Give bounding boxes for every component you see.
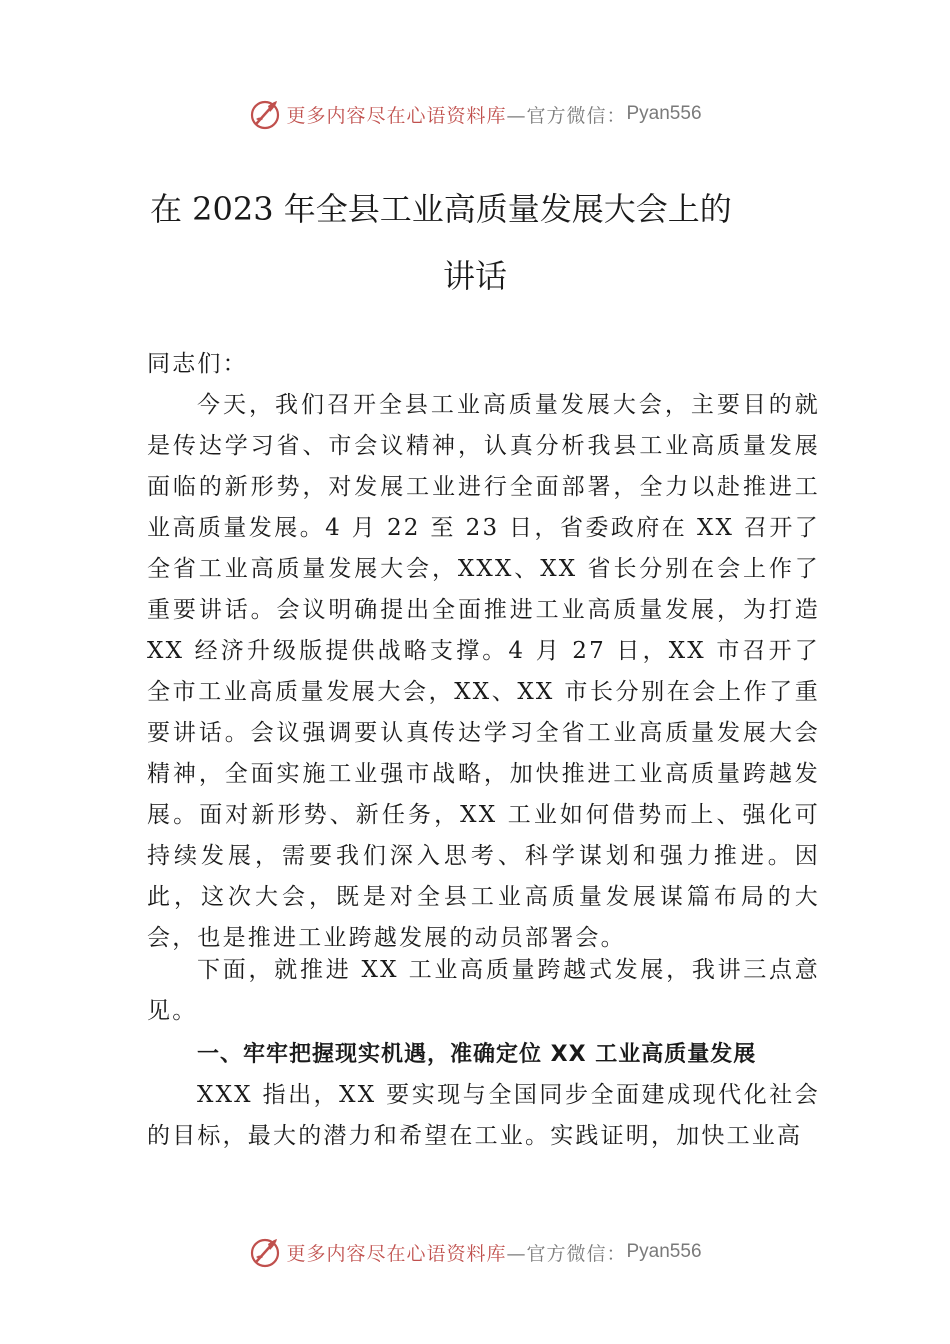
quill-seal-logo-icon xyxy=(248,97,282,131)
watermark-banner-bottom xyxy=(0,1232,950,1272)
paragraph-3: XXX 指出，XX 要实现与全国同步全面建成现代化社会的目标，最大的潜力和希望在工业。实践证明，加快工业高 xyxy=(147,1082,820,1149)
quill-seal-logo-icon xyxy=(248,1235,282,1269)
paragraph-1: 今天，我们召开全县工业高质量发展大会，主要目的就是传达学习省、市会议精神，认真分析我县工业高质量发展面临的新形势，对发展工业进行全面部署，全力以赴推进工业高质量发展。4 月 22 至 23 日，省委政府在 XX 召开了全省工业高质量发展大会，XXX、XX 省长分别在会上作了重要讲话。会议明确提出全面推进工业高质量发展，为打造 XX 经济升级版提供战略支撑。4 月 27 日，XX 市召开了全市工业高质量发展大会，XX、XX 市长分别在会上作了重要讲话。会议强调要认真传达学习全省工业高质量发展大会精神，全面实施工业强市战略，加快推进工业高质量跨越发展。面对新形势、新任务，XX 工业如何借势而上、强化可持续发展，需要我们深入思考、科学谋划和强力推进。因此，这次大会，既是对全县工业高质量发展谋篇布局的大会，也是推进工业跨越发展的动员部署会。 xyxy=(147,392,820,951)
salutation: 同志们： xyxy=(147,351,248,377)
banner-brand-text: 更多内容尽在心语资料库 xyxy=(286,1242,507,1265)
banner-wechat-label: —官方微信： xyxy=(506,1242,627,1265)
document-title-line2: 讲话 xyxy=(442,257,507,295)
banner-brand-text: 更多内容尽在心语资料库 xyxy=(286,104,507,127)
banner-wechat-label: —官方微信： xyxy=(506,104,627,127)
document-title-line1: 在 2023 年全县工业高质量发展大会上的 xyxy=(150,190,732,228)
banner-wechat-id: Pyan556 xyxy=(626,103,702,124)
banner-wechat-id: Pyan556 xyxy=(626,1241,702,1262)
paragraph-2: 下面，就推进 XX 工业高质量跨越式发展，我讲三点意见。 xyxy=(147,957,820,1024)
watermark-banner-top xyxy=(0,94,950,134)
section-heading-1: 一、牢牢把握现实机遇，准确定位 XX 工业高质量发展 xyxy=(197,1042,757,1067)
